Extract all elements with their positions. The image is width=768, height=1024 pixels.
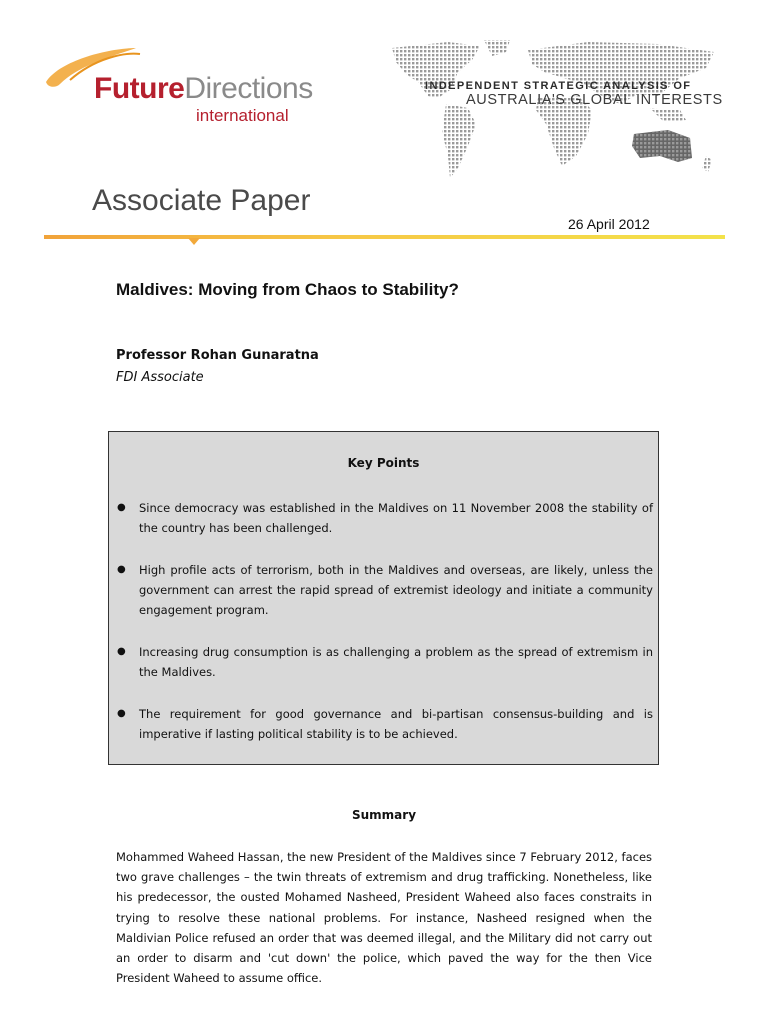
key-point-item: [117, 498, 653, 538]
summary-paragraph: Mohammed Waheed Hassan, the new President of the Maldives since 7 February 2012, faces two grave challenges – the twin threats of extremism and drug trafficking. Nonetheless, like his predecessor, the ousted Mohamed Nasheed, President Waheed also faces constraits in trying to resolve these national problems. For instance, Nasheed resigned when the Maldivian Police refused an order that was deemed illegal, and the Military did not carry out an order to disarm and 'cut down' the police, which paved the way for the then Vice President Waheed to assume office.: [116, 850, 653, 986]
bullet-icon: ●: [117, 564, 126, 575]
logo-future-text: Future: [94, 72, 185, 105]
author-name: Professor Rohan Gunaratna: [116, 348, 319, 363]
tagline-line-1: INDEPENDENT STRATEGIC ANALYSIS OF: [425, 80, 692, 92]
document-type-title: Associate Paper: [92, 184, 311, 217]
key-points-heading: Key Points: [347, 456, 420, 470]
header-divider: [44, 235, 725, 239]
key-point-text: The requirement for good governance and bi-partisan consensus-building and is imperative if lasting political stability is to be achieved.: [139, 707, 653, 741]
logo-directions-text: Directions: [184, 72, 313, 105]
author-role: FDI Associate: [116, 370, 204, 385]
world-map-graphic: [388, 38, 728, 186]
logo-wordmark: [94, 72, 313, 106]
key-point-item: [117, 642, 653, 682]
key-points-box: [108, 431, 659, 765]
key-point-item: [117, 704, 653, 744]
key-point-text: Since democracy was established in the Maldives on 11 November 2008 the stability of the country has been challenged.: [139, 501, 653, 535]
paper-title: Maldives: Moving from Chaos to Stability?: [116, 280, 459, 299]
key-point-text: High profile acts of terrorism, both in the Maldives and overseas, are likely, unless the government can arrest the rapid spread of extremist ideology and initiate a community engagement program.: [139, 563, 653, 617]
summary-heading: Summary: [351, 808, 417, 822]
key-point-text: Increasing drug consumption is as challenging a problem as the spread of extremism in the Maldives.: [139, 645, 653, 679]
bullet-icon: ●: [117, 646, 126, 657]
key-point-item: [117, 560, 653, 620]
tagline-line-2: AUSTRALIA'S GLOBAL INTERESTS: [466, 92, 723, 108]
logo-subtitle: international: [196, 106, 289, 125]
publication-date: 26 April 2012: [568, 216, 650, 232]
bullet-icon: ●: [117, 708, 126, 719]
bullet-icon: ●: [117, 502, 126, 513]
header-divider-notch: [188, 238, 200, 245]
